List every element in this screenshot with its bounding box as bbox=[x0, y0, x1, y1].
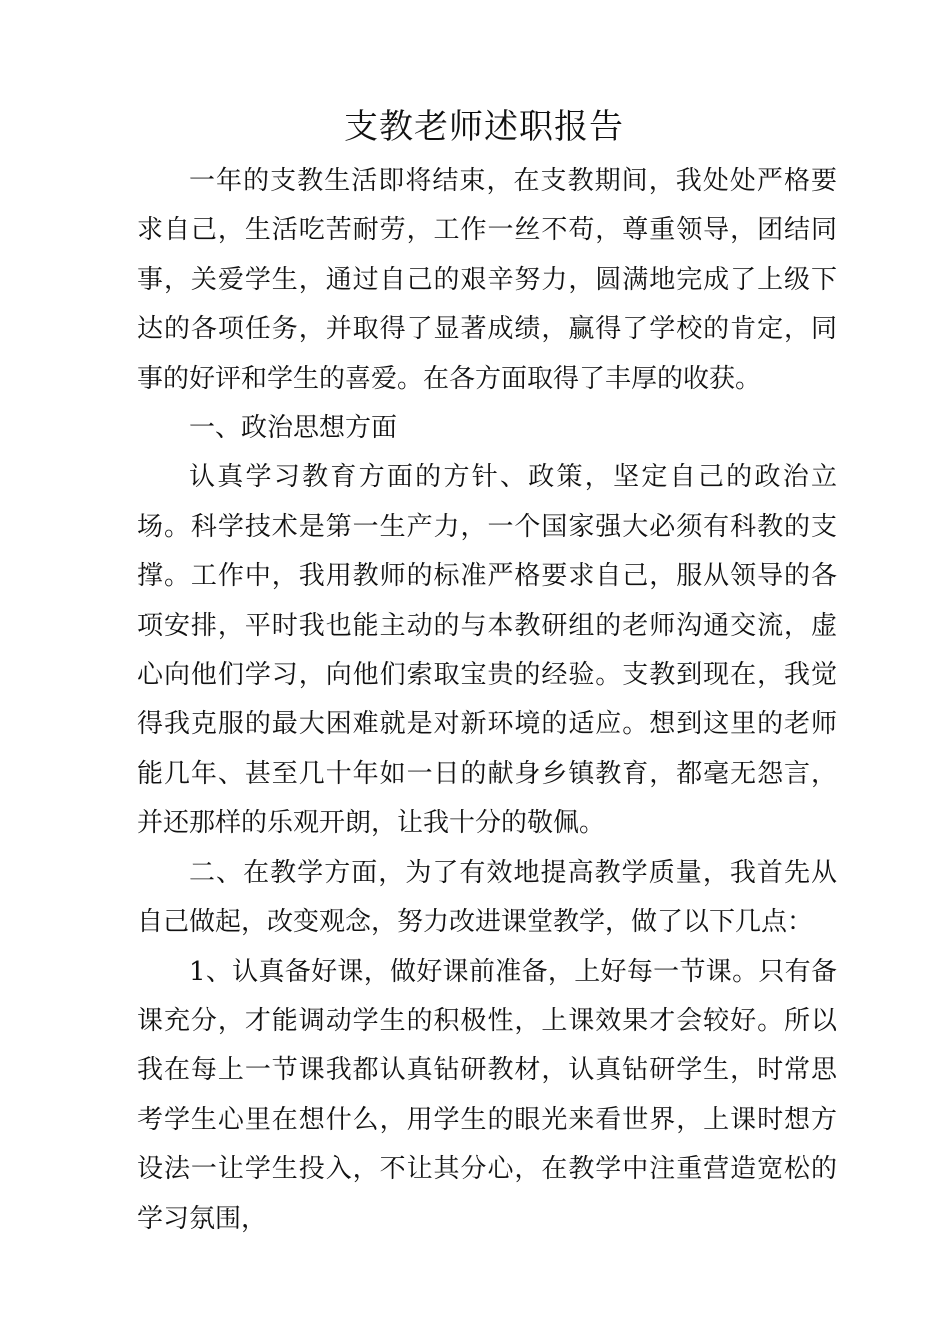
political-paragraph: 认真学习教育方面的方针、政策，坚定自己的政治立场。科学技术是第一生产力，一个国家强大必须有科教的支撑。工作中，我用教师的标准严格要求自己，服从领导的各项安排，平时我也能主动的与本教研组的老师沟通交流，虚心向他们学习，向他们索取宝贵的经验。支教到现在，我觉得我克服的最大困难就是对新环境的适应。想到这里的老师能几年、甚至几十年如一日的献身乡镇教育，都毫无怨言，并还那样的乐观开朗，让我十分的敬佩。 bbox=[137, 462, 837, 839]
section-heading-political: 一、政治思想方面 bbox=[189, 413, 398, 444]
teaching-paragraph: 二、在教学方面，为了有效地提高教学质量，我首先从自己做起，改变观念，努力改进课堂教学，做了以下几点： bbox=[137, 857, 837, 938]
document-title: 支教老师述职报告 bbox=[344, 107, 624, 147]
lesson-prep-paragraph: 1、认真备好课，做好课前准备，上好每一节课。只有备课充分，才能调动学生的积极性，上课效果才会较好。所以我在每上一节课我都认真钻研教材，认真钻研学生，时常思考学生心里在想什么，用学生的眼光来看世界，上课时想方设法一让学生投入，不让其分心，在教学中注重营造宽松的学习氛围， bbox=[137, 956, 837, 1234]
document-body bbox=[137, 157, 837, 1244]
intro-paragraph: 一年的支教生活即将结束，在支教期间，我处处严格要求自己，生活吃苦耐劳，工作一丝不苟，尊重领导，团结同事，关爱学生，通过自己的艰辛努力，圆满地完成了上级下达的各项任务，并取得了显著成绩，赢得了学校的肯定，同事的好评和学生的喜爱。在各方面取得了丰厚的收获。 bbox=[137, 166, 837, 394]
